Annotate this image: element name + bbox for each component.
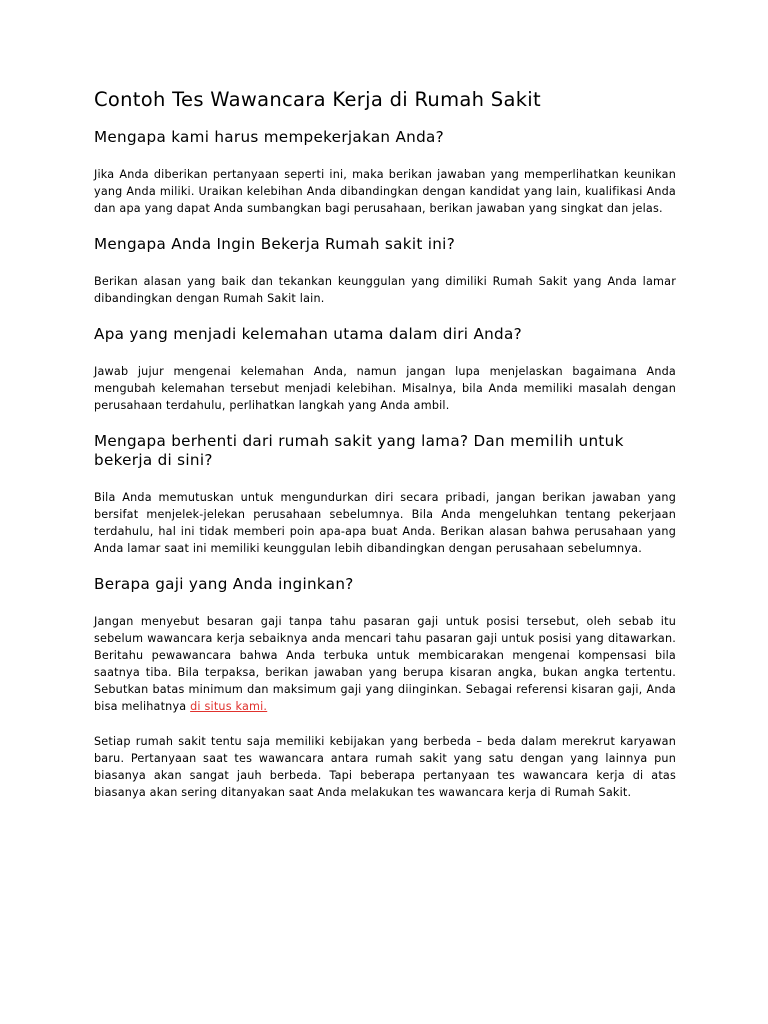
site-link[interactable]: di situs kami. bbox=[190, 699, 268, 713]
section-heading: Mengapa berhenti dari rumah sakit yang lama? Dan memilih untuk bekerja di sini? bbox=[94, 431, 624, 470]
section-paragraph: Jawab jujur mengenai kelemahan Anda, namun jangan lupa menjelaskan bagaimana Anda mengubah kelemahan tersebut menjadi kelebihan. Misalnya, bila Anda memiliki masalah dengan perusahaan terdahulu, perlihatkan langkah yang Anda ambil. bbox=[94, 364, 676, 412]
section-heading: Mengapa Anda Ingin Bekerja Rumah sakit ini? bbox=[94, 235, 456, 254]
section-paragraph: Jika Anda diberikan pertanyaan seperti ini, maka berikan jawaban yang memperlihatkan keunikan yang Anda miliki. Uraikan kelebihan Anda dibandingkan dengan kandidat yang lain, kualifikasi Anda dan apa yang dapat Anda sumbangkan bagi perusahaan, berikan jawaban yang singkat dan jelas. bbox=[94, 168, 676, 216]
section-heading: Berapa gaji yang Anda inginkan? bbox=[94, 575, 354, 594]
section-paragraph: Berikan alasan yang baik dan tekankan keunggulan yang dimiliki Rumah Sakit yang Anda lamar dibandingkan dengan Rumah Sakit lain. bbox=[94, 274, 676, 305]
section-heading: Mengapa kami harus mempekerjakan Anda? bbox=[94, 128, 445, 147]
paragraph-text: Jangan menyebut besaran gaji tanpa tahu pasaran gaji untuk posisi tersebut, oleh sebab itu sebelum wawancara kerja sebaiknya anda mencari tahu pasaran gaji untuk posisi yang ditawarkan. Beritahu pewawancara bahwa Anda terbuka untuk membicarakan mengenai kompensasi bila saatnya tiba. Bila terpaksa, berikan jawaban yang berupa kisaran angka, bukan angka tertentu. Sebutkan batas minimum dan maksimum gaji yang diinginkan. Sebagai referensi kisaran gaji, Anda bisa melihatnya bbox=[94, 614, 676, 713]
section-paragraph-with-link bbox=[94, 613, 676, 715]
section-paragraph: Bila Anda memutuskan untuk mengundurkan diri secara pribadi, jangan berikan jawaban yang bersifat menjelek-jelekan perusahaan sebelumnya. Bila Anda mengeluhkan tentang pekerjaan terdahulu, hal ini tidak memberi poin apa-apa buat Anda. Berikan alasan bahwa perusahaan yang Anda lamar saat ini memiliki keunggulan lebih dibandingkan dengan perusahaan sebelumnya. bbox=[94, 491, 676, 556]
document-page bbox=[94, 88, 676, 819]
section-heading: Apa yang menjadi kelemahan utama dalam diri Anda? bbox=[94, 324, 522, 343]
page-title: Contoh Tes Wawancara Kerja di Rumah Sakit bbox=[94, 88, 541, 111]
closing-paragraph: Setiap rumah sakit tentu saja memiliki kebijakan yang berbeda – beda dalam merekrut karyawan baru. Pertanyaan saat tes wawancara antara rumah sakit yang satu dengan yang lainnya pun biasanya akan sangat jauh berbeda. Tapi beberapa pertanyaan tes wawancara kerja di atas biasanya akan sering ditanyakan saat Anda melakukan tes wawancara kerja di Rumah Sakit. bbox=[94, 734, 676, 799]
